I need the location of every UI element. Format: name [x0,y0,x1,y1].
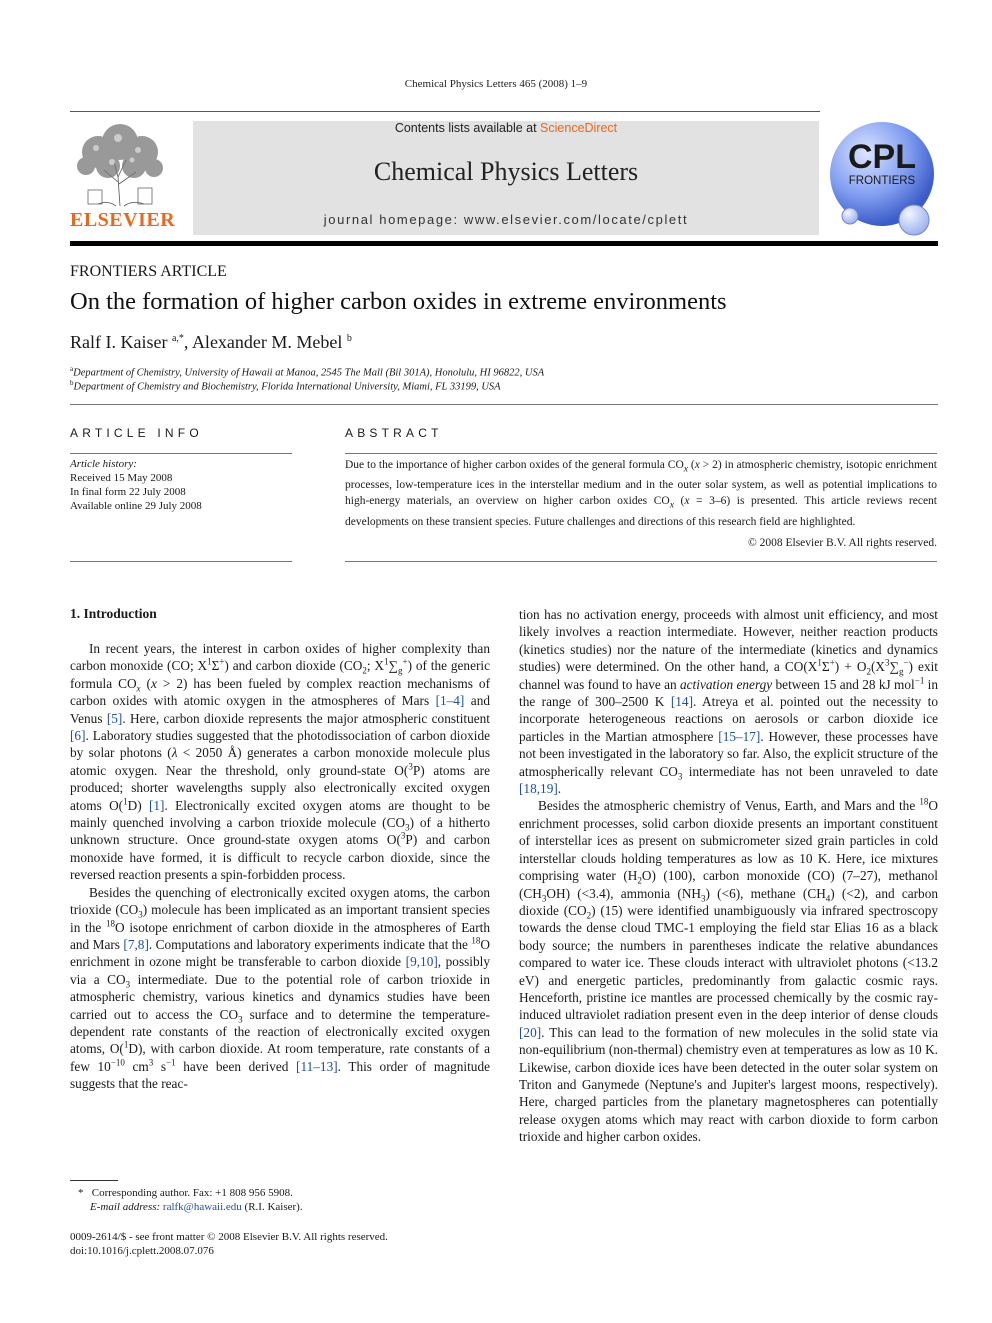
issn-line: 0009-2614/$ - see front matter © 2008 Elsevier B.V. All rights reserved. [70,1231,388,1243]
reference-link[interactable]: [18,19] [519,781,558,797]
email-link[interactable]: ralfk@hawaii.edu [162,1201,242,1213]
footnote [70,1186,490,1214]
header-thick-rule [70,241,938,246]
author-name[interactable]: Ralf I. Kaiser [70,332,168,352]
divider [70,404,938,405]
paragraph: In recent years, the interest in carbon oxides of higher complexity than carbon monoxide (CO; $X^1\Sigma^+$) and carbon dioxide ($CO_2$; $X^1\sum_g^+$) of the generic formula $CO_x$ (x > 2) has been fueled by complex reaction mechanisms of carbon oxides with atomic oxygen in the atmospheres of Mars [1–4] and Venus [5]. Here, carbon dioxide represents the major atmospheric constituent [6]. Laboratory studies suggested that the photodissociation of carbon dioxide by solar photons (λ < 2050 Å) generates a carbon monoxide molecule plus atomic oxygen. Near the threshold, only ground-state O($^3$P) atoms are produced; shorter wavelengths supply also electronically excited oxygen atoms O($^1$D) [1]. Electronically excited oxygen atoms are thought to be mainly quenched involving a carbon trioxide molecule $(CO_3)$ of a hitherto unknown structure. Once ground-state oxygen atoms O($^3$P) and carbon monoxide have formed, it is difficult to recycle carbon dioxide, since the reversed reaction presents a spin-forbidden process. [70,641,491,883]
author-affiliation-mark[interactable]: b [346,333,352,344]
copyright-notice: © 2008 Elsevier B.V. All rights reserved. [748,537,937,549]
journal-homepage[interactable]: journal homepage: www.elsevier.com/locate/cplett [323,212,689,227]
author-name[interactable]: Alexander M. Mebel [191,332,343,352]
affiliation-b [70,379,501,393]
email-label: E-mail address: [90,1201,163,1213]
author-list [70,332,352,353]
reference-link[interactable]: [7,8] [123,936,149,952]
contents-line [193,121,819,135]
divider [70,561,292,562]
affiliation-a [70,365,544,379]
contents-prefix: Contents lists available at [394,121,541,135]
abstract-heading: ABSTRACT [345,426,443,440]
corresponding-author: Corresponding author. Fax: +1 808 956 5908. [91,1187,293,1199]
reference-link[interactable]: [11–13] [296,1058,338,1074]
reference-link[interactable]: [14] [670,694,693,710]
sciencedirect-link[interactable]: ScienceDirect [540,121,618,135]
reference-link[interactable]: [1–4] [435,693,465,709]
footnote-star: * [78,1187,84,1199]
divider [345,453,937,454]
affiliation-text: Department of Chemistry and Biochemistry, Florida International University, Miami, FL 33199, USA [73,381,501,393]
affiliation-text: Department of Chemistry, University of Hawaii at Manoa, 2545 The Mall (Bil 301A), Honolulu, HI 96822, USA [73,367,545,379]
article-info-heading: ARTICLE INFO [70,426,203,440]
author-affiliation-mark[interactable]: a,* [171,333,184,344]
reference-link[interactable]: [5] [106,710,123,726]
online-date: Available online 29 July 2008 [70,500,202,512]
cpl-frontiers-logo [826,120,938,238]
journal-citation: Chemical Physics Letters 465 (2008) 1–9 [404,78,588,90]
reference-link[interactable]: [9,10] [405,954,438,970]
author-separator: , [183,332,192,352]
cpl-logo-text: CPL [848,138,916,176]
abstract-text: Due to the importance of higher carbon oxides of the general formula $CO_x$ (x > 2) in atmospheric chemistry, isotopic enrichment processes, low-temperature ices in the interstellar medium and in the outer solar system, as well as potential implications to high-energy materials, an overview on higher carbon oxides $CO_x$ (x = 3–6) is presented. This article reviews recent developments on these transient species. Future challenges and directions of this research field are highlighted. [345,459,937,528]
reference-link[interactable]: [20] [519,1024,542,1040]
article-title: On the formation of higher carbon oxides in extreme environments [70,288,727,315]
history-label: Article history: [70,458,137,470]
affiliation-mark: a [70,365,74,373]
final-form-date: In final form 22 July 2008 [70,486,186,498]
divider [70,453,292,454]
header-divider [70,111,820,112]
cpl-logo-subtext: FRONTIERS [848,175,916,187]
body-column-left [70,640,490,1093]
section-heading: 1. Introduction [70,606,157,621]
footnote-rule [70,1180,118,1181]
bottom-matter [70,1230,490,1258]
divider [345,561,937,562]
article-type: FRONTIERS ARTICLE [70,263,227,280]
elsevier-wordmark: ELSEVIER [70,209,176,231]
journal-title: Chemical Physics Letters [373,157,639,186]
body-column-right [519,606,938,1146]
reference-link[interactable]: [15–17] [718,728,761,744]
paragraph: Besides the atmospheric chemistry of Venus, Earth, and Mars and the $^{18}$O enrichment processes, solid carbon dioxide presents an important constituent of interstellar ices as present on submicrometer sized grain particles in cold interstellar clouds holding temperatures as low as 10 K. Here, ice mixtures comprising water $(H_2O)$ (100), carbon monoxide (CO) (7–27), methanol $(CH_3OH)$ (<3.4), ammonia $(NH_3)$ (<6), methane $(CH_4)$ (<2), and carbon dioxide $(CO_2)$ (15) were identified unambiguously via infrared spectroscopy towards the dense cloud TMC-1 employing the field star Elias 16 as a black body source; the numbers in parentheses indicate the relative abundances compared to water ice. These clouds interact with ultraviolet photons (<13.2 eV) and energetic particles, predominantly from galactic cosmic rays. Henceforth, pristine ice mantles are processed chemically by the cosmic ray-induced ultraviolet radiation present even in the deep interior of dense clouds [20]. This can lead to the formation of new molecules in the solid state via non-equilibrium (non-thermal) chemistry even at temperatures as low as 10 K. Likewise, carbon dioxide ices have been detected in the outer solar system on Triton and Ganymede (Neptune's and Jupiter's largest moons, respectively). Here, charged particles from the planetary magnetospheres can potentially release oxygen atoms which may react with carbon dioxide to form carbon trioxide and higher carbon oxides. [519,797,938,1145]
email-suffix: (R.I. Kaiser). [241,1201,303,1213]
doi-line[interactable]: doi:10.1016/j.cplett.2008.07.076 [70,1245,214,1257]
paragraph: tion has no activation energy, proceeds with almost unit efficiency, and most likely involves a reaction intermediate. However, neither reaction products (kinetics studies) nor the nature of the intermediate (kinetics and dynamics studies) were determined. On the other hand, a $CO(X^1\Sigma^+) + O_2(X^3\sum_g^-)$ exit channel was found to have an activation energy between 15 and 28 kJ mol$^{-1}$ in the range of 300–2500 K [14]. Atreya et al. pointed out the necessity to incorporate heterogeneous reactions on aerosols or carbon dioxide ice particles in the Martian atmosphere [15–17]. However, these processes have not been investigated in the laboratory so far. Also, the explicit structure of the atmospherically relevant $CO_3$ intermediate has not been unraveled to date [18,19]. [519,607,938,797]
affiliation-mark: b [70,379,74,387]
received-date: Received 15 May 2008 [70,472,173,484]
article-history [70,457,202,513]
reference-link[interactable]: [6] [70,728,86,744]
reference-link[interactable]: [1] [148,797,165,813]
paragraph: Besides the quenching of electronically excited oxygen atoms, the carbon trioxide $(CO_3)$ molecule has been implicated as an important transient species in the $^{18}$O isotope enrichment of carbon dioxide in the atmospheres of Earth and Mars [7,8]. Computations and laboratory experiments indicate that the $^{18}$O enrichment in ozone might be transferable to carbon dioxide [9,10], possibly via a $CO_3$ intermediate. Due to the potential role of carbon trioxide in atmospheric chemistry, various kinetics and dynamics studies have been carried out to access the $CO_3$ surface and to determine the temperature-dependent rate constants of the reaction of electronically excited oxygen atoms, O($^1$D), with carbon dioxide. At room temperature, rate constants of a few $10^{-10}$ $cm^3$ $s^{-1}$ have been derived [11–13]. This order of magnitude suggests that the reac- [70,884,491,1092]
